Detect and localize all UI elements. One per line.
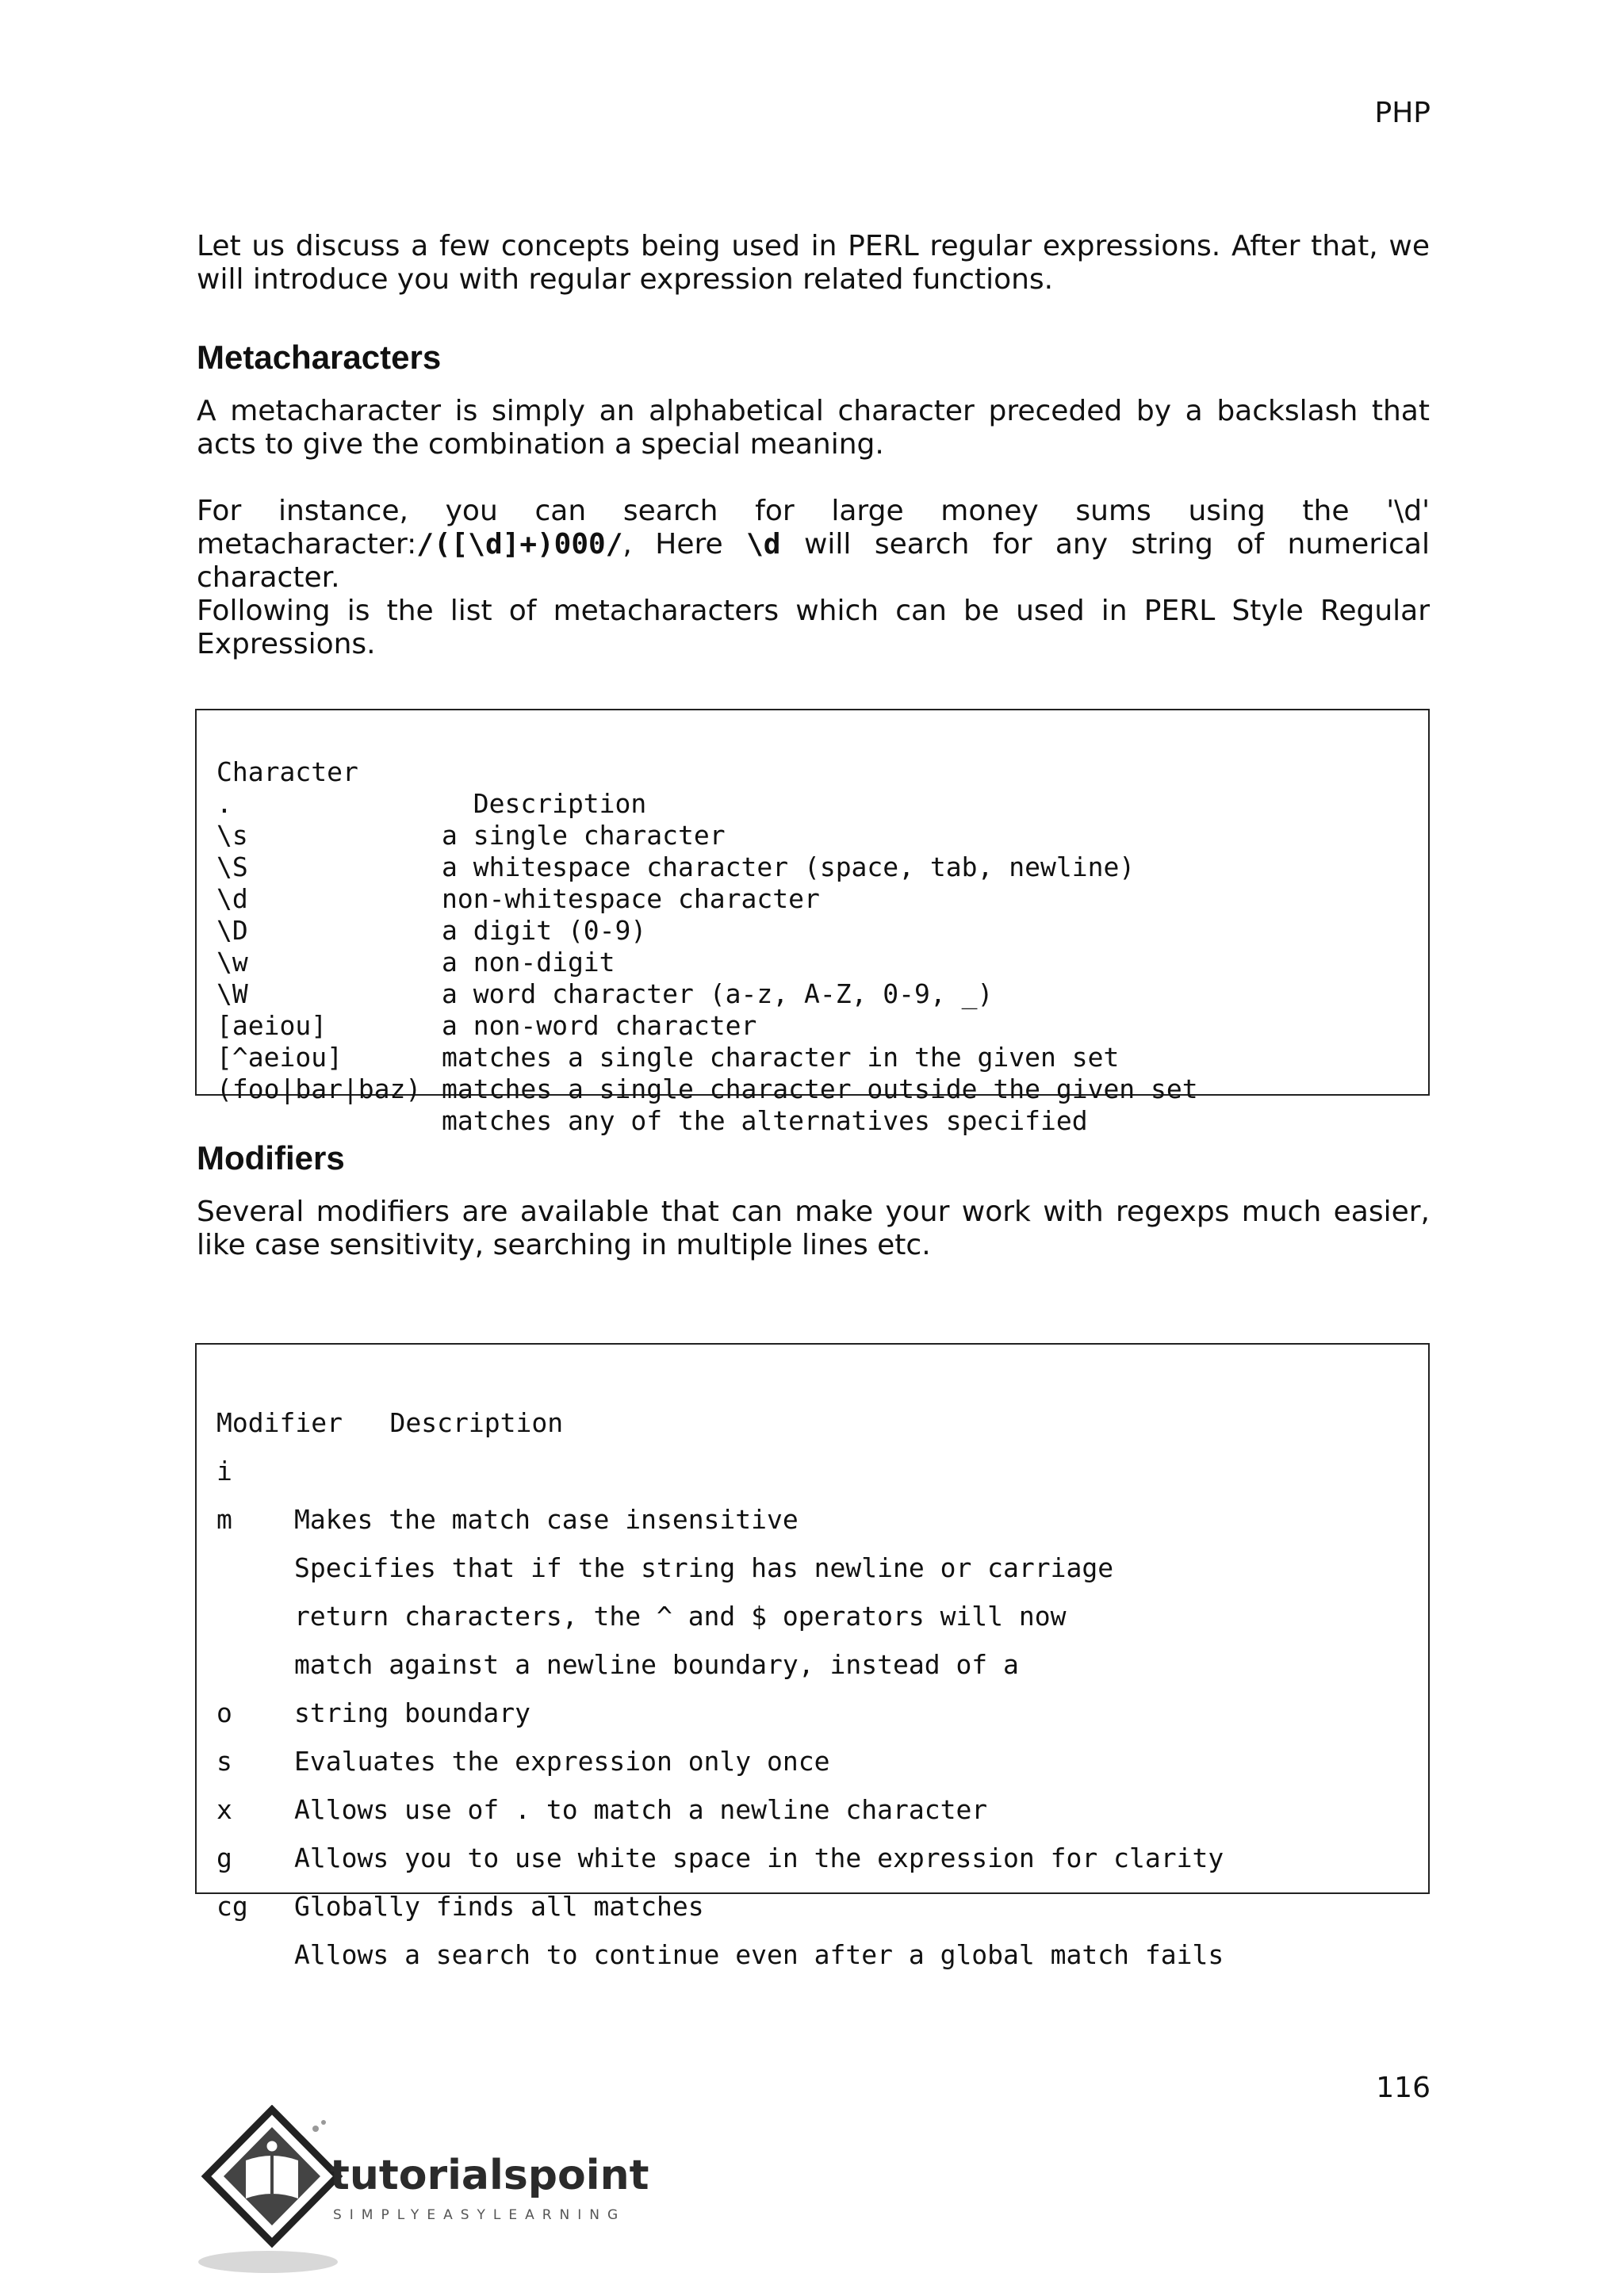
meta-char: [^aeiou] [216, 1042, 343, 1073]
table-row [216, 1592, 531, 1728]
meta-char: [aeiou] [216, 1010, 327, 1041]
modifier-desc: return characters, the ^ and $ operators will now [294, 1601, 1067, 1632]
modifier-desc: Allows you to use white space in the expression for clarity [294, 1843, 1224, 1873]
meta-char: (foo|bar|baz) [216, 1073, 422, 1104]
meta-char: \d [216, 883, 248, 914]
modifiers-table [195, 1343, 1430, 1970]
modifier-flag: i [216, 1456, 232, 1487]
modifiers-description: Several modifiers are available that can make your work with regexps much easier, like case sensitivity, searching in multiple lines etc. [197, 1196, 1430, 1261]
header-description: Description [442, 788, 647, 819]
header-character: Character [216, 756, 358, 787]
modifier-desc: Allows a search to continue even after a global match fails [294, 1939, 1224, 1970]
metacharacters-description: A metacharacter is simply an alphabetical character preceded by a backslash that acts to give the combination a special meaning. [197, 395, 1430, 461]
modifier-desc: Specifies that if the string has newline or carriage [294, 1552, 1114, 1583]
metacharacters-heading: Metacharacters [197, 339, 442, 376]
meta-char: \W [216, 978, 248, 1009]
modifier-flag: cg [216, 1891, 248, 1922]
modifier-desc: Allows use of . to match a newline character [294, 1794, 988, 1825]
modifier-desc: Makes the match case insensitive [294, 1504, 799, 1535]
table-header-row [216, 725, 647, 819]
logo-tagline: SIMPLYEASYLEARNING [333, 2207, 626, 2223]
meta-char: \D [216, 915, 248, 946]
meta-desc: matches any of the alternatives specified [442, 1105, 1088, 1136]
meta-char: \S [216, 851, 248, 882]
example-code-pattern: /([\d]+)000/ [416, 528, 623, 561]
meta-desc: a non-word character [442, 1010, 757, 1041]
metacharacter-example-paragraph [197, 495, 1430, 595]
modifier-flag: x [216, 1794, 232, 1825]
logo-wordmark: tutorialspoint [330, 2152, 649, 2199]
modifier-flag: m [216, 1504, 232, 1535]
example-code-d: \d [746, 528, 781, 561]
meta-desc: matches a single character in the given set [442, 1042, 1120, 1073]
example-text-2: , Here [622, 528, 747, 561]
meta-desc: non-whitespace character [442, 883, 820, 914]
logo-shadow [198, 2251, 338, 2273]
meta-desc: a single character [442, 820, 726, 851]
modifier-desc: Evaluates the expression only once [294, 1746, 830, 1777]
page-header-title: PHP [1374, 97, 1431, 129]
meta-char: \s [216, 820, 248, 851]
modifier-desc: Globally finds all matches [294, 1891, 704, 1922]
modifier-desc: string boundary [294, 1697, 531, 1728]
metacharacters-list-intro: Following is the list of metacharacters which can be used in PERL Style Regular Expressions. [197, 595, 1430, 660]
modifier-header: Modifier Description [216, 1407, 564, 1438]
example-text-1: For instance, you can search for large money sums using the '\d' metacharacter: [197, 495, 1430, 561]
meta-desc: a digit (0-9) [442, 915, 647, 946]
intro-paragraph: Let us discuss a few concepts being used in PERL regular expressions. After that, we will introduce you with regular expression related functions. [197, 230, 1430, 296]
modifiers-heading: Modifiers [197, 1139, 345, 1177]
meta-char: . [216, 788, 232, 819]
meta-desc: a word character (a-z, A-Z, 0-9, _) [442, 978, 994, 1009]
modifier-flag: g [216, 1843, 232, 1873]
page-number: 116 [1376, 2072, 1431, 2104]
meta-desc: a whitespace character (space, tab, newline) [442, 851, 1136, 882]
metacharacters-table [195, 709, 1430, 1136]
reader-head-icon [266, 2140, 278, 2152]
tutorialspoint-logo [197, 2105, 672, 2279]
meta-desc: matches a single character outside the given set [442, 1073, 1198, 1104]
table-header-row [216, 1350, 564, 1438]
meta-char: \w [216, 947, 248, 978]
modifier-flag: o [216, 1697, 232, 1728]
modifier-flag: s [216, 1746, 232, 1777]
meta-desc: a non-digit [442, 947, 615, 978]
modifier-desc: match against a newline boundary, instead of a [294, 1649, 1019, 1680]
example-text-3: will search for any string of numerical character. [197, 528, 1430, 594]
